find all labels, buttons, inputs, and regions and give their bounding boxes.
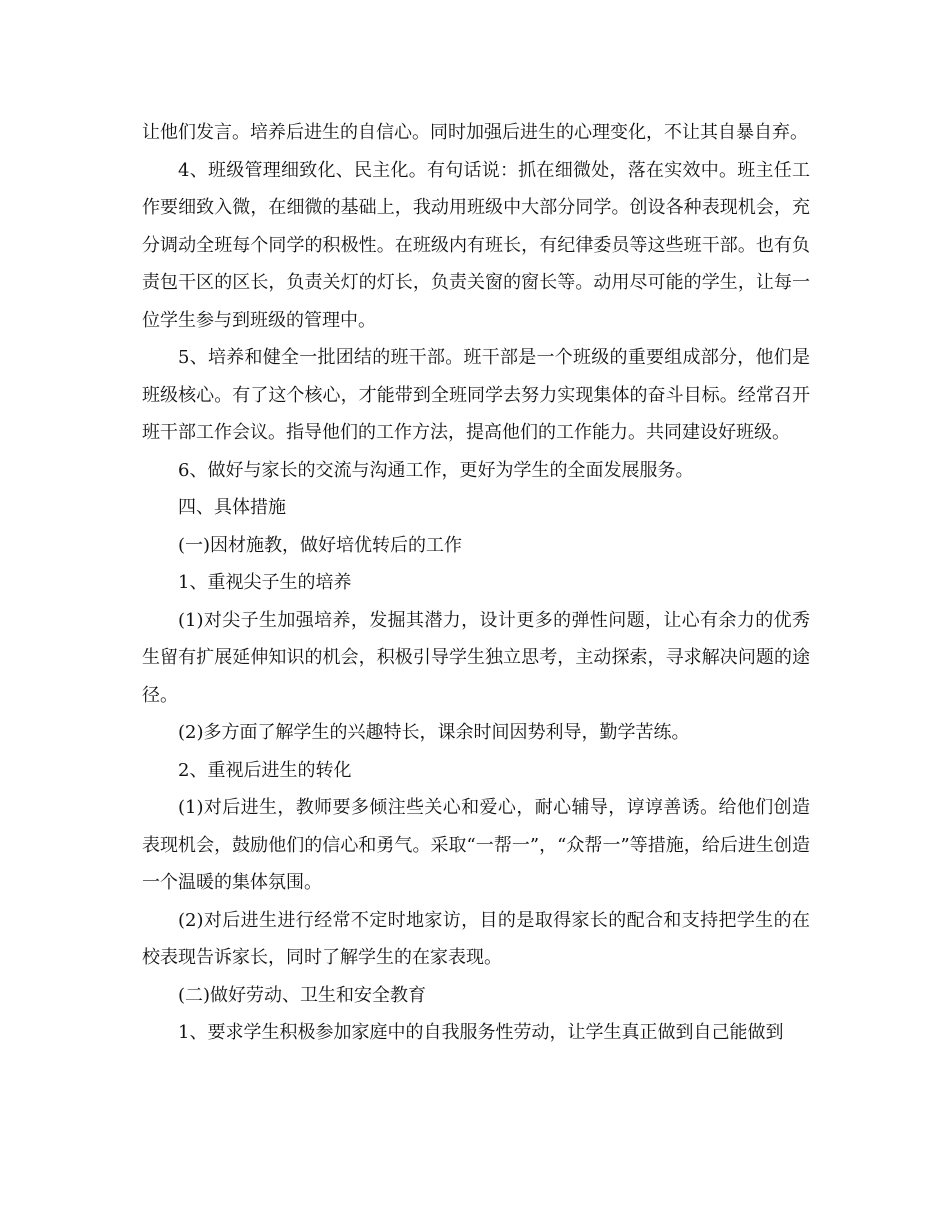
item-heading-2: 2、重视后进生的转化: [178, 759, 352, 781]
subsection-heading-2: (二)做好劳动、卫生和安全教育: [178, 984, 427, 1006]
paragraph-1: 让他们发言。培养后进生的自信心。同时加强后进生的心理变化，不让其自暴自弃。: [142, 122, 808, 143]
item-heading-1: 1、重视尖子生的培养: [178, 572, 352, 593]
paragraph-11: (1)对后进生，教师要多倾注些关心和爱心，耐心辅导，谆谆善诱。给他们创造表现机会，鼓励他们的信心和勇气。采取“一帮一”，“众帮一”等措施，给后进生创造一个温暖的集体氛围。: [142, 797, 810, 893]
paragraph-2: 4、班级管理细致化、民主化。有句话说：抓在细微处，落在实效中。班主任工作要细致入微，在细微的基础上，我动用班级中大部分同学。创设各种表现机会，充分调动全班每个同学的积极性。在班级内有班长，有纪律委员等这些班干部。也有负责包干区的区长，负责关灯的灯长，负责关窗的窗长等。动用尽可能的学生，让每一位学生参与到班级的管理中。: [142, 159, 810, 331]
paragraph-12: (2)对后进生进行经常不定时地家访，目的是取得家长的配合和支持把学生的在校表现告诉家长，同时了解学生的在家表现。: [142, 909, 810, 968]
subsection-heading-1: (一)因材施教，做好培优转后的工作: [178, 534, 463, 556]
paragraph-3: 5、培养和健全一批团结的班干部。班干部是一个班级的重要组成部分，他们是班级核心。有了这个核心，才能带到全班同学去努力实现集体的奋斗目标。经常召开班干部工作会议。指导他们的工作方法，提高他们的工作能力。共同建设好班级。: [142, 347, 810, 443]
paragraph-14: 1、要求学生积极参加家庭中的自我服务性劳动，让学生真正做到自己能做到: [178, 1022, 784, 1043]
paragraph-8: (1)对尖子生加强培养，发掘其潜力，设计更多的弹性问题，让心有余力的优秀生留有扩展延伸知识的机会，积极引导学生独立思考，主动探索，寻求解决问题的途径。: [142, 609, 810, 706]
section-heading-4: 四、具体措施: [178, 497, 286, 518]
document-body: [142, 114, 810, 1052]
paragraph-9: (2)多方面了解学生的兴趣特长，课余时间因势利导，勤学苦练。: [178, 722, 690, 743]
paragraph-4: 6、做好与家长的交流与沟通工作，更好为学生的全面发展服务。: [178, 459, 694, 481]
